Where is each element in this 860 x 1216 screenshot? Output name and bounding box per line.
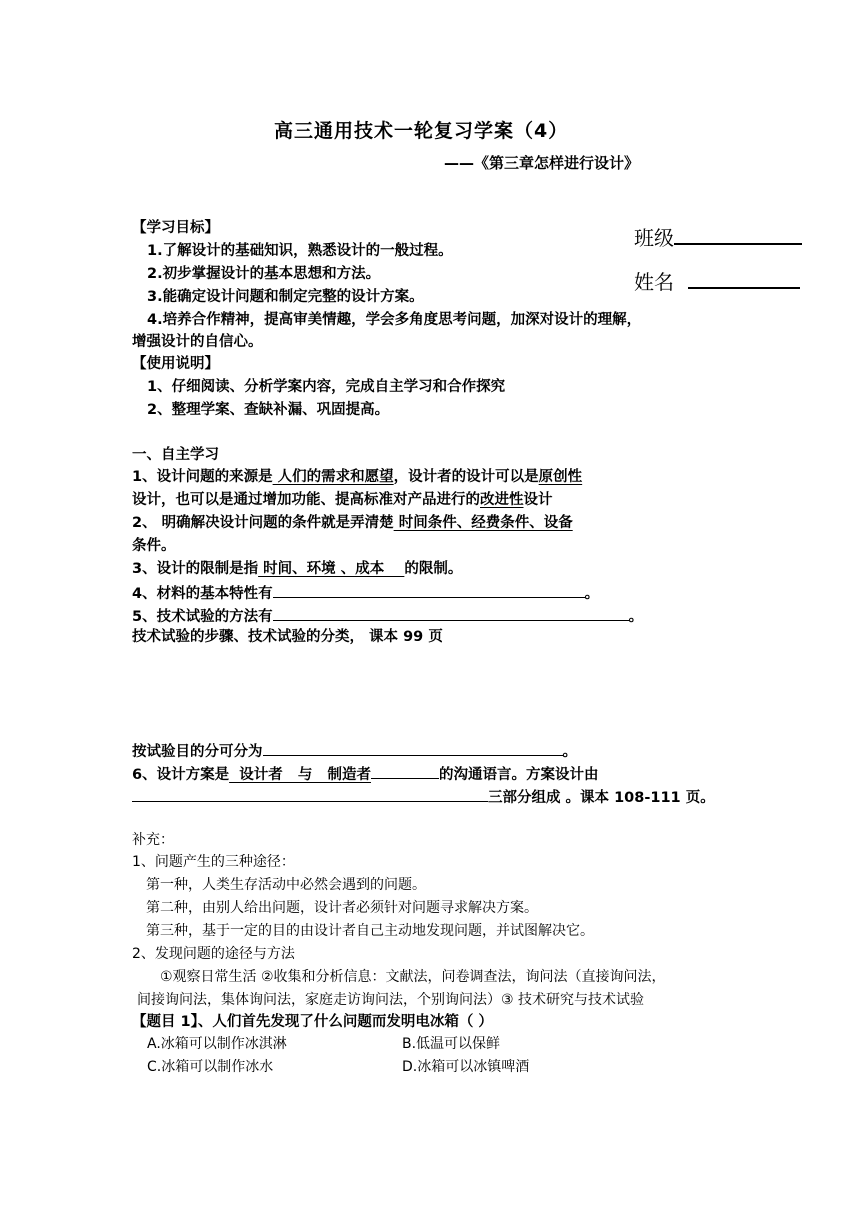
- blank-plan-parts[interactable]: [132, 784, 488, 802]
- question-stem: 【题目 1】、人们首先发现了什么问题而发明电冰箱（ ）: [132, 1014, 493, 1030]
- objective-item: 3.能确定设计问题和制定完整的设计方案。: [147, 289, 424, 305]
- answer-original: 原创性: [538, 469, 583, 485]
- self-study-heading: 一、自主学习: [132, 447, 219, 463]
- name-field[interactable]: [634, 266, 800, 295]
- supplement-point-2: 2、发现问题的途径与方法: [132, 946, 295, 962]
- name-blank[interactable]: [688, 267, 800, 289]
- textbook-note: 技术试验的步骤、技术试验的分类， 课本 99 页: [132, 629, 443, 645]
- objective-item-cont: 增强设计的自信心。: [132, 334, 263, 350]
- question-6-line2: 三部分组成 。课本 108-111 页。: [132, 784, 715, 809]
- page-subtitle: ——《第三章怎样进行设计》: [444, 154, 640, 172]
- question-3: 3、设计的限制是指 时间、环境 、成本 的限制。: [132, 561, 463, 577]
- supplement-item: 第一种，人类生存活动中必然会遇到的问题。: [146, 877, 426, 893]
- blank-material-properties[interactable]: [273, 580, 585, 598]
- question-1-line1: 1、设计问题的来源是 人们的需求和愿望，设计者的设计可以是原创性: [132, 469, 583, 485]
- supplement-methods-line1: ①观察日常生活 ②收集和分析信息：文献法，问卷调查法，询问法（直接询问法，: [160, 969, 666, 985]
- option-d[interactable]: D.冰箱可以冰镇啤酒: [402, 1059, 530, 1075]
- supplement-point-1: 1、问题产生的三种途径：: [132, 854, 295, 870]
- answer-demand: 人们的需求和愿望: [272, 469, 394, 485]
- class-label: 班级: [634, 226, 674, 250]
- question-5: 5、技术试验的方法有 。: [132, 603, 643, 628]
- supplement-item: 第二种，由别人给出问题，设计者必须针对问题寻求解决方案。: [146, 900, 538, 916]
- answer-improved: 改进性: [480, 492, 524, 508]
- option-a[interactable]: A.冰箱可以制作冰淇淋: [147, 1036, 287, 1052]
- question-4: 4、材料的基本特性有 。: [132, 580, 599, 605]
- blank-test-purpose[interactable]: [263, 738, 563, 756]
- objectives-heading: 【学习目标】: [132, 220, 219, 236]
- option-b[interactable]: B.低温可以保鲜: [402, 1036, 501, 1052]
- usage-heading: 【使用说明】: [132, 356, 219, 372]
- class-field[interactable]: [634, 222, 802, 251]
- objective-item: 1.了解设计的基础知识，熟悉设计的一般过程。: [147, 243, 453, 259]
- question-2-line1: 2、 明确解决设计问题的条件就是弄清楚 时间条件、经费条件、设备: [132, 515, 573, 531]
- question-2-line2: 条件。: [132, 538, 176, 554]
- answer-conditions: 时间条件、经费条件、设备: [393, 515, 573, 531]
- class-blank[interactable]: [674, 223, 802, 245]
- blank-test-methods[interactable]: [273, 603, 629, 621]
- supplement-item: 第三种，基于一定的目的由设计者自己主动地发现问题，并试图解决它。: [146, 923, 594, 939]
- question-1-line2: 设计，也可以是通过增加功能、提高标准对产品进行的改进性设计: [132, 492, 553, 508]
- name-label: 姓名: [634, 270, 674, 294]
- answer-limits: 时间、环境 、成本: [258, 561, 405, 577]
- question-purpose: 按试验目的分可分为 。: [132, 738, 577, 763]
- question-6-line1: 6、设计方案是 设计者 与 制造者 的沟通语言。方案设计由: [132, 761, 598, 786]
- supplement-methods-line2: 间接询问法，集体询问法，家庭走访询问法，个别询问法）③ 技术研究与技术试验: [137, 992, 644, 1008]
- answer-communication: 设计者 与 制造者: [229, 767, 371, 783]
- objective-item: 2.初步掌握设计的基本思想和方法。: [147, 266, 381, 282]
- page-title: 高三通用技术一轮复习学案（4）: [274, 120, 569, 142]
- usage-item: 2、整理学案、查缺补漏、巩固提高。: [147, 402, 390, 418]
- objective-item: 4.培养合作精神，提高审美情趣，学会多角度思考问题，加深对设计的理解，: [147, 312, 642, 328]
- supplement-heading: 补充：: [132, 832, 174, 848]
- option-c[interactable]: C.冰箱可以制作冰水: [147, 1059, 274, 1075]
- usage-item: 1、仔细阅读、分析学案内容，完成自主学习和合作探究: [147, 379, 506, 395]
